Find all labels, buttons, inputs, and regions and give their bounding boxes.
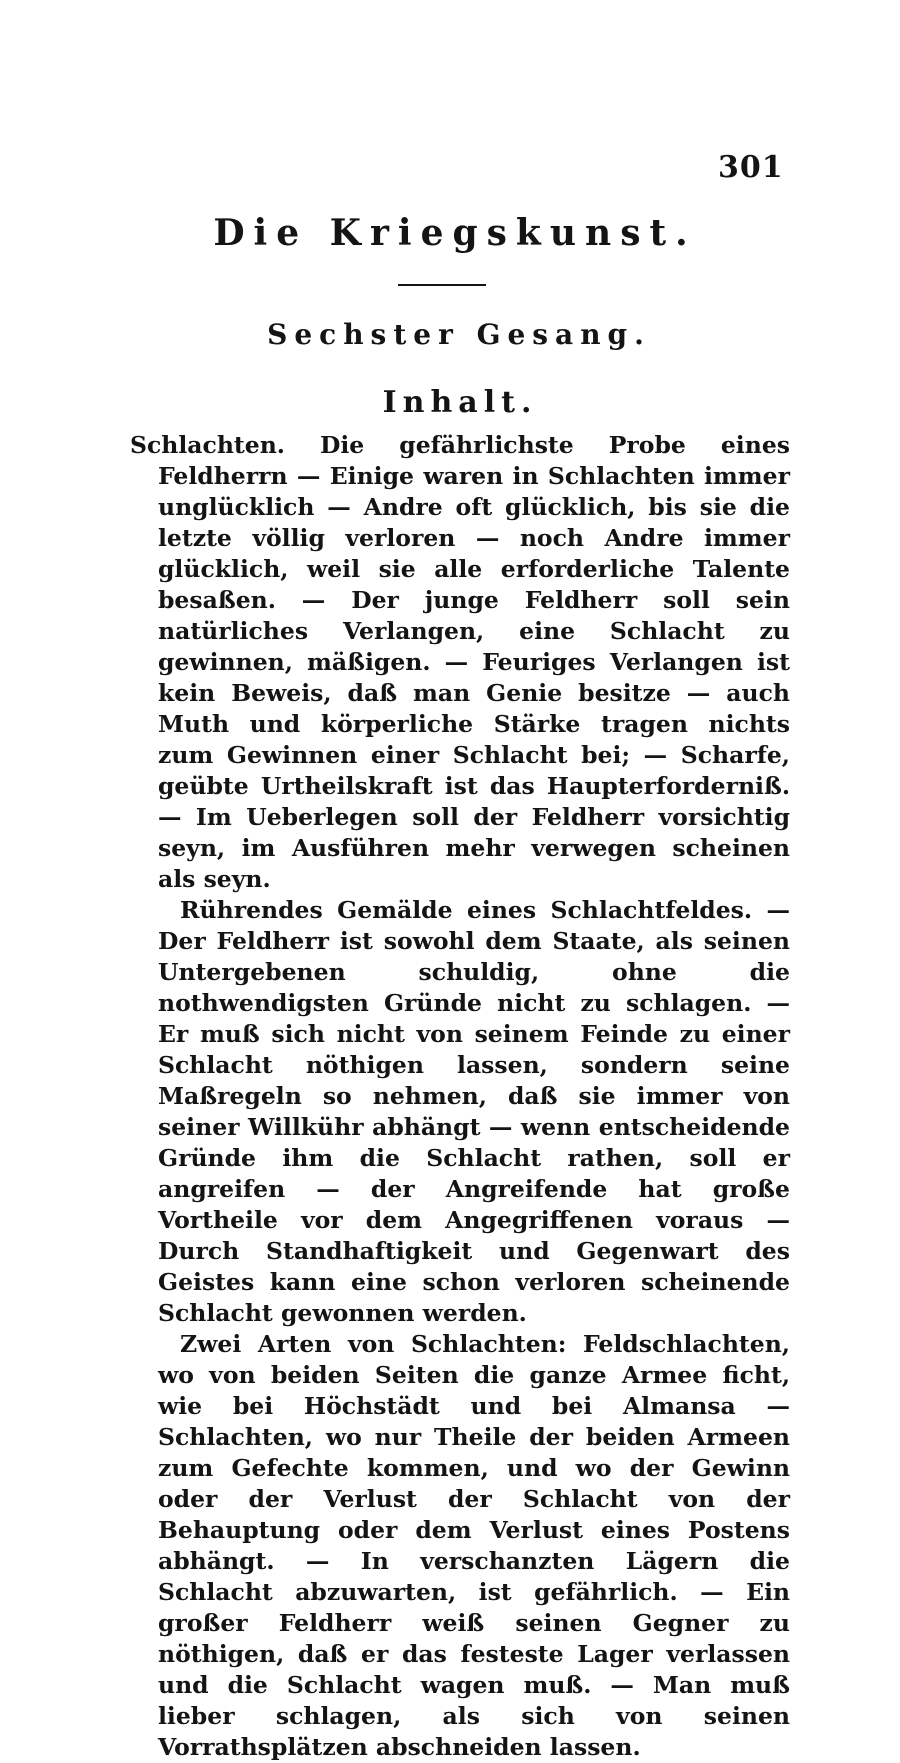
page-number: 301 [718,150,784,185]
chapter-title: Die Kriegskunst. [213,212,697,254]
summary-paragraph: Rührendes Gemälde eines Schlachtfeldes. — Der Feldherr ist sowohl dem Staate, als seinen Untergebenen schuldig, ohne die nothwendigsten Gründe nicht zu schlagen. — Er muß sich nicht von seinem Feinde zu einer Schlacht nöthigen lassen, sondern seine Maßregeln so nehmen, daß sie immer von seiner Willkühr abhängt — wenn entscheidende Gründe ihm die Schlacht rathen, soll er angreifen — der Angreifende hat große Vortheile vor dem Angegriffenen voraus — Durch Standhaftigkeit und Gegenwart des Geistes kann eine schon verloren scheinende Schlacht gewonnen werden. [158,896,790,1327]
canto-subtitle: Sechster Gesang. [267,318,651,351]
summary-paragraph: Schlachten. Die gefährlichste Probe eines Feldherrn — Einige waren in Schlachten immer unglücklich — Andre oft glücklich, bis sie die letzte völlig verloren — noch Andre immer glücklich, weil sie alle erforderliche Talente besaßen. — Der junge Feldherr soll sein natürliches Verlangen, eine Schlacht zu gewinnen, mäßigen. — Feuriges Verlangen ist kein Beweis, daß man Genie besitze — auch Muth und körperliche Stärke tragen nichts zum Gewinnen einer Schlacht bei; — Scharfe, geübte Urtheilskraft ist das Haupterforderniß. — Im Ueberlegen soll der Feldherr vorsichtig seyn, im Ausführen mehr verwegen scheinen als seyn. [130,431,790,893]
contents-heading: Inhalt. [382,385,538,420]
title-divider [398,284,486,286]
summary-paragraph: Zwei Arten von Schlachten: Feldschlachten, wo von beiden Seiten die ganze Armee ficht, wie bei Höchstädt und bei Almansa — Schlachten, wo nur Theile der beiden Armeen zum Gefechte kommen, und wo der Gewinn oder der Verlust der Schlacht von der Behauptung oder dem Verlust eines Postens abhängt. — In verschanzten Lägern die Schlacht abzuwarten, ist gefährlich. — Ein großer Feldherr weiß seinen Gegner zu nöthigen, daß er das festeste Lager verlassen und die Schlacht wagen muß. — Man muß lieber schlagen, als sich von seinen Vorrathsplätzen abschneiden lassen. [158,1330,790,1761]
contents-summary [130,430,790,1763]
